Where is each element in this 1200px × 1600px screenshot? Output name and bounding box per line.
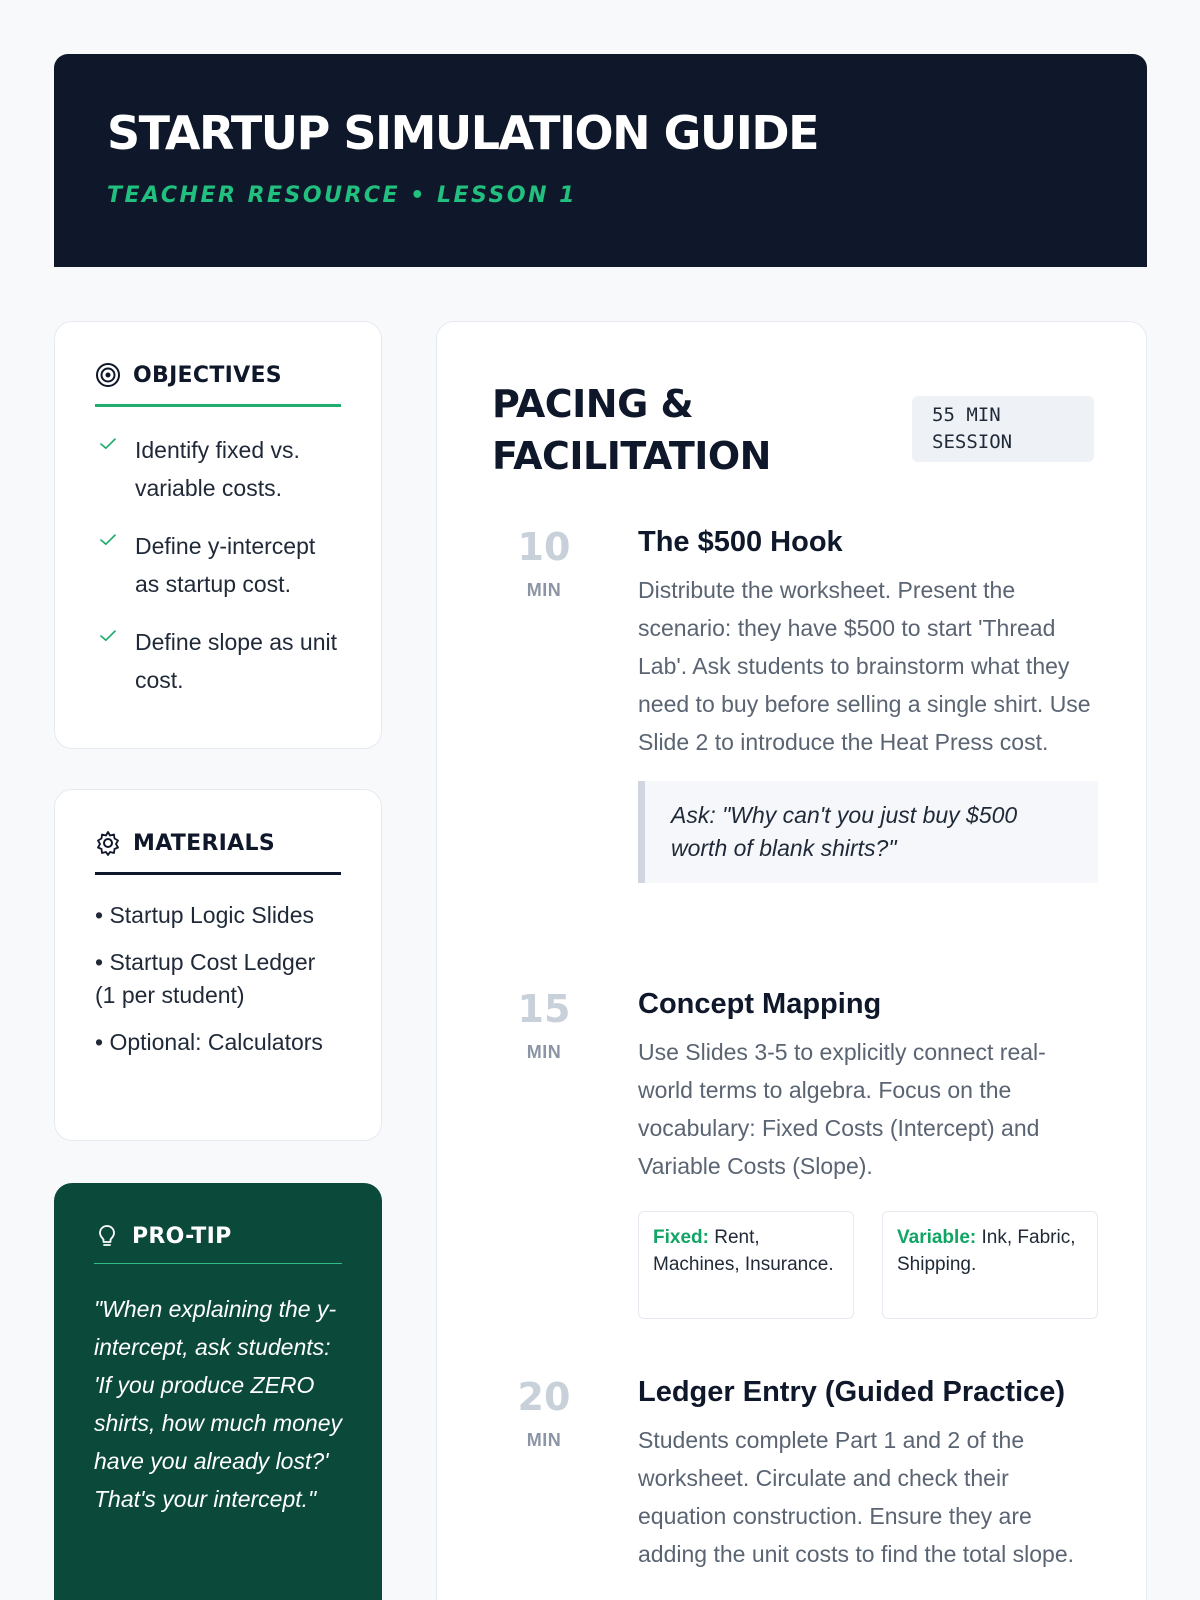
step-description: Students complete Part 1 and 2 of the worksheet. Circulate and check their equation construction. Ensure they are adding the unit costs to find the total slope. (638, 1427, 1075, 1567)
objective-text: Identify fixed vs. variable costs. (135, 437, 300, 501)
step-quote: Ask: "Why can't you just buy $500 worth of blank shirts?" (638, 781, 1098, 883)
pacing-card (436, 321, 1147, 1600)
check-icon (95, 623, 121, 643)
check-icon (95, 431, 121, 451)
pro-tip-text: "When explaining the y-intercept, ask students: 'If you produce ZERO shirts, how much money have you already lost?' That's your intercept." (94, 1296, 342, 1512)
fixed-label: Fixed: (653, 1227, 709, 1248)
cost-definitions (638, 1211, 1098, 1319)
step-minutes-unit: MIN (526, 1430, 562, 1450)
target-icon (95, 362, 121, 388)
variable-text: Ink, Fabric, Shipping. (897, 1227, 1076, 1275)
list-item: • Startup Cost Ledger (1 per student) (95, 949, 316, 1008)
variable-cost-box (882, 1211, 1098, 1319)
list-item (95, 623, 341, 699)
session-badge: 55 MIN SESSION (912, 396, 1094, 462)
step-minutes-unit: MIN (526, 1042, 562, 1062)
objective-text: Define y-intercept as startup cost. (135, 533, 316, 597)
fixed-text: Rent, Machines, Insurance. (653, 1227, 834, 1275)
list-item (95, 527, 341, 603)
pro-tip-card (54, 1183, 382, 1600)
step-description: Use Slides 3-5 to explicitly connect real-world terms to algebra. Focus on the vocabulary: Fixed Costs (Intercept) and Variable Costs (Slope). (638, 1039, 1046, 1179)
step-title: The $500 Hook (638, 526, 843, 558)
list-item (95, 431, 341, 507)
page-subtitle: TEACHER RESOURCE • LESSON 1 (107, 183, 577, 208)
list-item: • Optional: Calculators (95, 1029, 323, 1055)
step-duration (492, 525, 596, 601)
step-minutes: 10 (517, 525, 571, 569)
objectives-card (54, 321, 382, 749)
step-body (638, 528, 1098, 883)
objectives-title: OBJECTIVES (133, 362, 282, 388)
check-icon (95, 527, 121, 547)
step-body (638, 1378, 1098, 1573)
gear-icon (95, 830, 121, 856)
fixed-cost-box (638, 1211, 854, 1319)
step-title: Concept Mapping (638, 988, 882, 1020)
objectives-header (95, 362, 341, 407)
variable-label: Variable: (897, 1227, 977, 1248)
materials-list (95, 899, 341, 1059)
materials-title: MATERIALS (133, 830, 275, 856)
step-description: Distribute the worksheet. Present the scenario: they have $500 to start 'Thread Lab'. Ask students to brainstorm what they need to buy before selling a single shirt. Use Slide 2 to introduce the Heat Press cost. (638, 577, 1091, 755)
step-minutes-unit: MIN (526, 580, 562, 600)
materials-header (95, 830, 341, 875)
lightbulb-icon (94, 1223, 120, 1249)
step-minutes: 20 (517, 1375, 571, 1419)
page-title: STARTUP SIMULATION GUIDE (107, 106, 819, 160)
objectives-list (95, 431, 341, 699)
step-body (638, 990, 1098, 1319)
pro-tip-header (94, 1223, 342, 1264)
objective-text: Define slope as unit cost. (135, 629, 338, 693)
page-header (54, 54, 1147, 267)
list-item: • Startup Logic Slides (95, 902, 315, 928)
materials-card (54, 789, 382, 1141)
step-minutes: 15 (517, 987, 571, 1031)
step-title: Ledger Entry (Guided Practice) (638, 1376, 1066, 1408)
step-duration (492, 987, 596, 1063)
pro-tip-title: PRO-TIP (132, 1223, 232, 1249)
pacing-title: PACING & FACILITATION (492, 382, 771, 478)
step-duration (492, 1375, 596, 1451)
